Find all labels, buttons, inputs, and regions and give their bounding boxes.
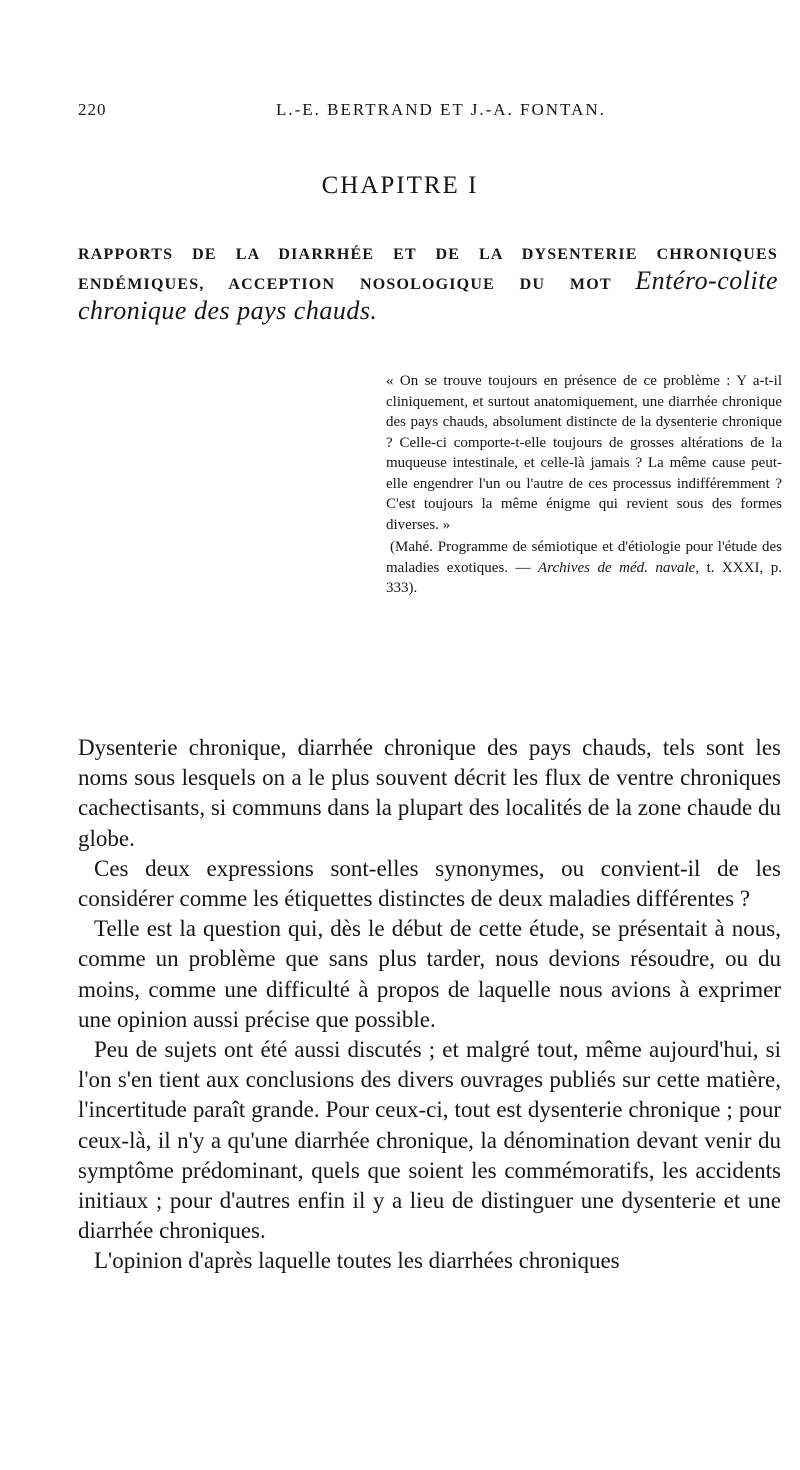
epigraph-source-end: t. XXXI, p. 333).: [386, 559, 782, 596]
running-header: [78, 100, 730, 126]
paragraph-1: Dysenterie chronique, diarrhée chronique des pays chauds, tels sont les noms sous lesquels on a le plus souvent décrit les flux de ventre chroniques cachectisants, si communs dans la plupart des localités de la zone chaude du globe.: [78, 735, 781, 851]
epigraph-source: [386, 537, 782, 599]
chapter-title: CHAPITRE I: [321, 172, 479, 199]
paragraph-4: Peu de sujets ont été aussi discutés ; et malgré tout, même aujourd'hui, si l'on s'en tient aux conclusions des divers ouvrages publiés sur cette matière, l'incertitude paraît grande. Pour ceux-ci, tout est dysenterie chronique ; pour ceux-là, il n'y a qu'une diarrhée chronique, la dénomination devant venir du symptôme prédominant, quels que soient les commémoratifs, les accidents initiaux ; pour d'autres enfin il y a lieu de distinguer une dysenterie et une diarrhée chroniques.: [78, 1037, 781, 1244]
epigraph: [386, 371, 782, 599]
chapter-subtitle-caps: RAPPORTS DE LA DIARRHÉE ET DE LA DYSENTERIE CHRONIQUES ENDÉMIQUES, ACCEPTION NOSOLOGIQUE DU MOT: [78, 246, 778, 293]
epigraph-source-start: (Mahé. Programme de sémiotique et d'étiologie pour l'étude des maladies exotiques. —: [386, 539, 782, 576]
epigraph-source-journal: Archives de méd. navale,: [538, 559, 700, 576]
epigraph-quote: « On se trouve toujours en présence de ce problème : Y a-t-il cliniquement, et surtout anatomiquement, une diarrhée chronique des pays chauds, absolument distincte de la dysenterie chronique ? Celle-ci comporte-t-elle toujours de grosses altérations de la muqueuse intestinale, et celle-là jamais ? La même cause peut-elle engendrer l'un ou l'autre de ces processus indifféremment ? C'est toujours la même énigme qui revient sous des formes diverses. »: [386, 373, 782, 533]
chapter-subtitle: [78, 242, 778, 328]
paragraph-3: Telle est la question qui, dès le début de cette étude, se présentait à nous, comme un problème que sans plus tarder, nous devions résoudre, ou du moins, comme une difficulté à propos de laquelle nous avions à exprimer une opinion aussi précise que possible.: [78, 916, 781, 1032]
body-text: [78, 733, 781, 1277]
paragraph-2: Ces deux expressions sont-elles synonymes, ou convient-il de les considérer comme les étiquettes distinctes de deux maladies différentes ?: [78, 855, 781, 912]
page-number: 220: [78, 100, 107, 119]
running-title: L.-E. BERTRAND ET J.-A. FONTAN.: [276, 100, 606, 119]
paragraph-5: L'opinion d'après laquelle toutes les diarrhées chroniques: [94, 1248, 620, 1274]
chapter-subtitle-italic: Entéro-colite chronique des pays chauds.: [78, 266, 779, 325]
